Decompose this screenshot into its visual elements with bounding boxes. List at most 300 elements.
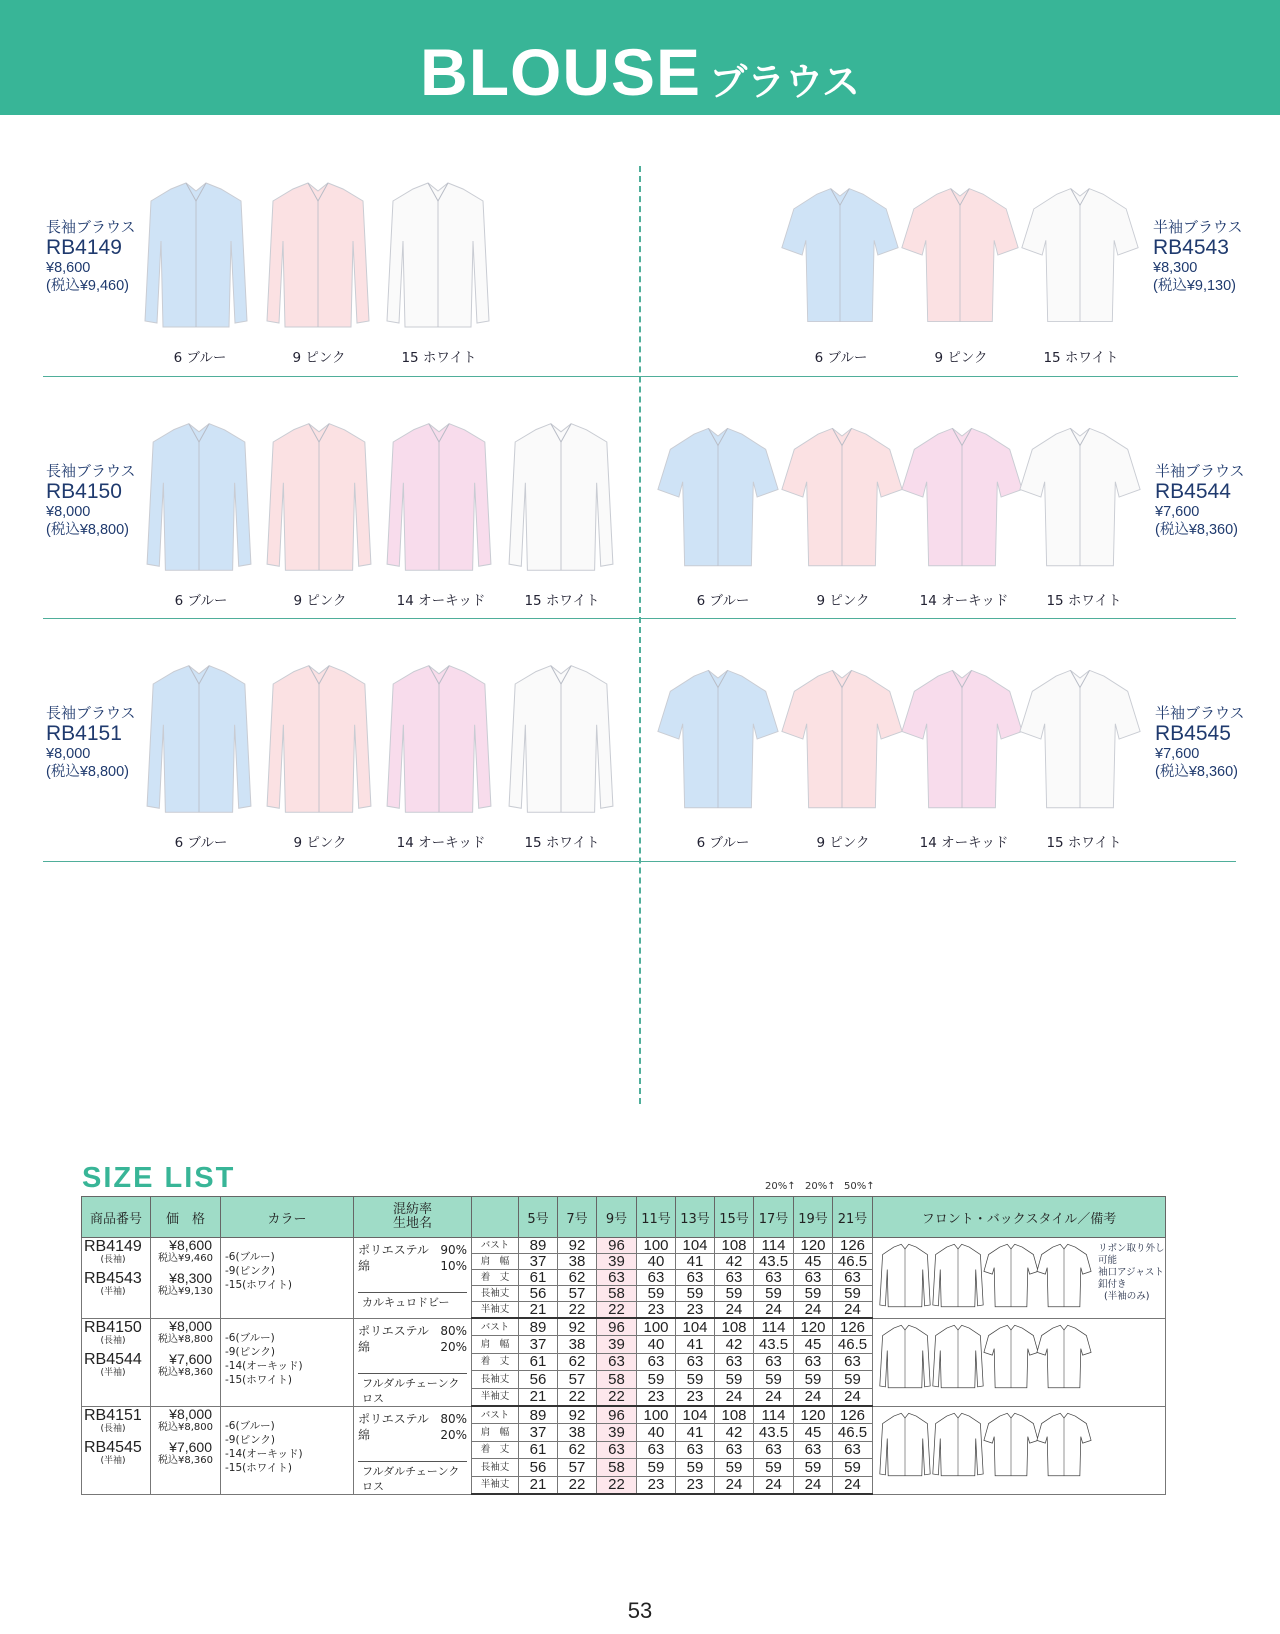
header-banner (0, 0, 1280, 115)
size-value: 120 (794, 1318, 833, 1336)
size-value: 43.5 (754, 1254, 794, 1270)
col-header-size: 19号 (794, 1197, 833, 1238)
size-value: 100 (637, 1318, 676, 1336)
shirt-image-blue (143, 418, 255, 578)
product-price: ¥8,300 (1153, 260, 1198, 276)
col-header-size: 5号 (519, 1197, 558, 1238)
tax-price: 税込¥8,800 (158, 1421, 213, 1433)
size-value: 114 (754, 1238, 794, 1254)
size-value: 126 (833, 1318, 873, 1336)
size-value: 24 (833, 1388, 873, 1406)
style-illustrations (873, 1407, 1123, 1481)
shirt-image-blue (143, 660, 255, 820)
color-option: -6(ブルー) (225, 1251, 275, 1263)
size-value: 63 (794, 1353, 833, 1370)
size-value: 63 (833, 1270, 873, 1286)
price-cell (151, 1238, 221, 1319)
shirt-image-blue (656, 418, 780, 578)
product-code: RB4150 (46, 480, 122, 503)
shirt-image-blue (656, 660, 780, 820)
size-value: 38 (558, 1424, 597, 1441)
size-value: 21 (519, 1302, 558, 1319)
blouse-outline-icon (933, 1244, 983, 1307)
product-price: ¥7,600 (1155, 504, 1200, 520)
size-value: 57 (558, 1459, 597, 1476)
size-list-title: SIZE LIST (82, 1162, 236, 1194)
row-divider-2 (43, 618, 1236, 619)
blouse-outline-icon (984, 1244, 1038, 1307)
color-caption: 15 ホワイト (1046, 593, 1122, 609)
product-code: RB4545 (1155, 722, 1231, 745)
note-line: 可能 (1098, 1255, 1118, 1266)
size-value: 59 (794, 1371, 833, 1388)
size-value: 22 (597, 1302, 637, 1319)
size-value: 23 (676, 1476, 715, 1494)
size-value: 59 (794, 1459, 833, 1476)
measure-label: 着 丈 (472, 1441, 519, 1458)
color-option: -9(ピンク) (225, 1345, 275, 1358)
size-value: 59 (833, 1459, 873, 1476)
product-price: ¥8,600 (46, 260, 91, 276)
price: ¥7,600 (169, 1438, 212, 1455)
shirt-image-white (1018, 418, 1142, 578)
size-value: 62 (558, 1270, 597, 1286)
size-value: 61 (519, 1353, 558, 1370)
measure-label: バスト (472, 1238, 519, 1254)
blouse-outline-icon (984, 1325, 1038, 1388)
size-value: 22 (597, 1476, 637, 1494)
size-value: 24 (833, 1476, 873, 1494)
price: ¥8,000 (169, 1317, 212, 1334)
blouse-outline-icon (1037, 1325, 1091, 1388)
table-row (82, 1406, 1166, 1424)
color-caption: 14 オーキッド (919, 835, 1009, 851)
tax-price: 税込¥9,460 (158, 1253, 213, 1264)
size-value: 63 (754, 1353, 794, 1370)
shirt-image-blue (780, 176, 900, 336)
size-value: 63 (637, 1441, 676, 1458)
blouse-outline-icon (1037, 1413, 1091, 1476)
style-illustrations (873, 1238, 1123, 1312)
blouse-outline-icon (1037, 1244, 1091, 1307)
size-value: 63 (833, 1353, 873, 1370)
fabric-material: ポリエステル (358, 1243, 429, 1257)
color-caption: 9 ピンク (816, 835, 870, 851)
product-type: 長袖ブラウス (46, 219, 136, 236)
color-option: -14(オーキッド) (225, 1359, 303, 1372)
size-value: 96 (597, 1238, 637, 1254)
col-header-size: 7号 (558, 1197, 597, 1238)
product-label-rb4151 (46, 702, 136, 781)
color-caption: 6 ブルー (814, 350, 868, 366)
size-value: 126 (833, 1406, 873, 1424)
shirt-image-white (505, 660, 617, 820)
sleeve: (長袖) (100, 1423, 126, 1434)
fabric-pct: 20% (440, 1339, 467, 1354)
size-value: 59 (637, 1459, 676, 1476)
blouse-outline-icon (933, 1325, 983, 1388)
size-value: 100 (637, 1238, 676, 1254)
product-tax-price: (税込¥8,800) (46, 522, 130, 538)
blouse-outline-icon (880, 1244, 930, 1307)
size-value: 42 (715, 1254, 754, 1270)
size-value: 37 (519, 1424, 558, 1441)
product-label-rb4149 (46, 216, 136, 295)
price: ¥8,300 (169, 1270, 212, 1286)
product-code: RB4149 (46, 236, 122, 259)
size-value: 39 (597, 1424, 637, 1441)
sleeve: (半袖) (100, 1367, 126, 1378)
shirt-image-white (1020, 176, 1140, 336)
col-header-size: 17号 (754, 1197, 794, 1238)
size-value: 104 (676, 1238, 715, 1254)
measure-label: 着 丈 (472, 1270, 519, 1286)
size-value: 100 (637, 1406, 676, 1424)
shirt-image-white (1018, 660, 1142, 820)
color-caption: 14 オーキッド (396, 593, 486, 609)
style-illustrations (873, 1319, 1123, 1393)
size-value: 108 (715, 1318, 754, 1336)
size-value: 104 (676, 1406, 715, 1424)
size-value: 39 (597, 1254, 637, 1270)
fabric-material: ポリエステル (358, 1411, 429, 1426)
color-option: -14(オーキッド) (225, 1447, 303, 1460)
color-caption: 9 ピンク (934, 350, 988, 366)
price: ¥8,000 (169, 1405, 212, 1422)
style-note (1098, 1243, 1168, 1303)
size-table (81, 1196, 1166, 1495)
col-header-measure (472, 1197, 519, 1238)
size-value: 23 (637, 1388, 676, 1406)
color-option: -9(ピンク) (225, 1265, 275, 1277)
price: ¥8,600 (169, 1237, 212, 1253)
size-value: 59 (754, 1371, 794, 1388)
title-en: BLOUSE (420, 35, 702, 109)
col-header-code: 商品番号 (82, 1197, 151, 1238)
measure-label: 長袖丈 (472, 1459, 519, 1476)
measure-label: 肩 幅 (472, 1424, 519, 1441)
sleeve: (半袖) (100, 1455, 126, 1466)
size-value: 58 (597, 1286, 637, 1302)
product-tax-price: (税込¥9,460) (46, 278, 130, 294)
shirt-image-orchid (900, 660, 1024, 820)
size-value: 57 (558, 1286, 597, 1302)
col-header-size: 21号 (833, 1197, 873, 1238)
page-title (0, 34, 1280, 110)
color-caption: 15 ホワイト (1046, 835, 1122, 851)
size-value: 21 (519, 1388, 558, 1406)
shirt-image-orchid (383, 418, 495, 578)
size-value: 40 (637, 1424, 676, 1441)
fabric-pct: 80% (440, 1411, 467, 1426)
color-option: -15(ホワイト) (225, 1279, 293, 1291)
col-header-size: 9号 (597, 1197, 637, 1238)
code: RB4151 (84, 1406, 142, 1424)
size-value: 39 (597, 1336, 637, 1353)
color-caption: 15 ホワイト (524, 835, 600, 851)
size-value: 46.5 (833, 1336, 873, 1353)
measure-label: バスト (472, 1406, 519, 1424)
size-value: 23 (676, 1302, 715, 1319)
size-value: 45 (794, 1336, 833, 1353)
fabric-name: フルダルチェーンクロス (358, 1373, 467, 1406)
size-value: 41 (676, 1336, 715, 1353)
size-value: 59 (715, 1286, 754, 1302)
blouse-outline-icon (984, 1413, 1038, 1476)
size-value: 63 (637, 1270, 676, 1286)
size-value: 92 (558, 1238, 597, 1254)
col-header-size: 11号 (637, 1197, 676, 1238)
product-type: 半袖ブラウス (1155, 705, 1245, 722)
size-value: 45 (794, 1424, 833, 1441)
size-value: 41 (676, 1424, 715, 1441)
size-value: 63 (676, 1270, 715, 1286)
product-code: RB4151 (46, 722, 122, 745)
fabric-pct: 10% (440, 1259, 467, 1273)
blouse-outline-icon (880, 1413, 930, 1476)
size-value: 42 (715, 1424, 754, 1441)
note-line: 袖口アジャスト (1098, 1267, 1164, 1278)
col-header-price: 価 格 (151, 1197, 221, 1238)
size-value: 59 (676, 1459, 715, 1476)
fabric-material: ポリエステル (358, 1323, 429, 1338)
size-value: 63 (676, 1441, 715, 1458)
code: RB4544 (84, 1350, 142, 1368)
note-line: 釦付き (1098, 1279, 1127, 1290)
size-value: 63 (715, 1441, 754, 1458)
size-value: 63 (715, 1353, 754, 1370)
size-pct-note: 20%↑ (765, 1181, 796, 1192)
fabric-pct: 80% (440, 1323, 467, 1338)
size-value: 56 (519, 1459, 558, 1476)
size-value: 40 (637, 1254, 676, 1270)
blouse-outline-icon (880, 1325, 930, 1388)
size-value: 59 (637, 1371, 676, 1388)
measure-label: 肩 幅 (472, 1254, 519, 1270)
shirt-image-white (505, 418, 617, 578)
product-code-cell (82, 1406, 151, 1494)
shirt-image-orchid (383, 660, 495, 820)
shirt-image-pink (263, 176, 373, 336)
size-value: 38 (558, 1336, 597, 1353)
size-value: 59 (833, 1286, 873, 1302)
tax-price: 税込¥8,360 (158, 1454, 213, 1466)
shirt-image-blue (141, 176, 251, 336)
measure-label: バスト (472, 1318, 519, 1336)
fabric-cell (354, 1318, 472, 1406)
size-value: 59 (676, 1371, 715, 1388)
fabric-pct: 90% (440, 1243, 467, 1257)
size-value: 59 (794, 1286, 833, 1302)
size-value: 24 (754, 1302, 794, 1319)
table-row (82, 1238, 1166, 1254)
shirt-image-orchid (900, 418, 1024, 578)
size-value: 23 (676, 1388, 715, 1406)
product-label-rb4545 (1155, 702, 1245, 781)
size-value: 58 (597, 1459, 637, 1476)
col-header-style: フロント・バックスタイル／備考 (873, 1197, 1166, 1238)
size-value: 43.5 (754, 1424, 794, 1441)
color-caption: 9 ピンク (293, 835, 347, 851)
size-value: 63 (637, 1353, 676, 1370)
size-value: 22 (558, 1302, 597, 1319)
fabric-material: 綿 (358, 1259, 371, 1273)
size-value: 24 (794, 1302, 833, 1319)
size-value: 56 (519, 1286, 558, 1302)
size-value: 63 (794, 1270, 833, 1286)
measure-label: 長袖丈 (472, 1286, 519, 1302)
color-caption: 6 ブルー (173, 350, 227, 366)
fabric-material: 綿 (358, 1427, 371, 1442)
size-value: 22 (597, 1388, 637, 1406)
size-value: 63 (754, 1441, 794, 1458)
measure-label: 着 丈 (472, 1353, 519, 1370)
color-cell (221, 1406, 354, 1494)
size-value: 59 (754, 1286, 794, 1302)
size-value: 59 (754, 1459, 794, 1476)
col-header-size: 13号 (676, 1197, 715, 1238)
product-label-rb4150 (46, 460, 136, 539)
size-value: 63 (833, 1441, 873, 1458)
color-option: -9(ピンク) (225, 1433, 275, 1446)
size-value: 108 (715, 1238, 754, 1254)
size-value: 96 (597, 1406, 637, 1424)
fabric-name: フルダルチェーンクロス (358, 1461, 467, 1494)
measure-label: 半袖丈 (472, 1476, 519, 1494)
product-tax-price: (税込¥8,800) (46, 764, 130, 780)
product-type: 長袖ブラウス (46, 463, 136, 480)
title-jp: ブラウス (709, 60, 860, 104)
fabric-pct: 20% (440, 1427, 467, 1442)
color-option: -6(ブルー) (225, 1331, 275, 1344)
size-value: 63 (597, 1270, 637, 1286)
table-row (82, 1318, 1166, 1336)
size-value: 58 (597, 1371, 637, 1388)
product-price: ¥7,600 (1155, 746, 1200, 762)
size-value: 24 (715, 1476, 754, 1494)
size-value: 59 (833, 1371, 873, 1388)
note-line: (半袖のみ) (1104, 1291, 1150, 1302)
size-value: 23 (637, 1302, 676, 1319)
size-pct-note: 20%↑ (805, 1181, 836, 1192)
size-value: 38 (558, 1254, 597, 1270)
size-value: 40 (637, 1336, 676, 1353)
note-line: リボン取り外し (1098, 1243, 1165, 1254)
size-value: 89 (519, 1238, 558, 1254)
size-value: 46.5 (833, 1424, 873, 1441)
size-value: 24 (833, 1302, 873, 1319)
product-type: 長袖ブラウス (46, 705, 136, 722)
size-value: 92 (558, 1318, 597, 1336)
col-header-fabric: 混紡率 生地名 (354, 1197, 472, 1238)
size-value: 63 (676, 1353, 715, 1370)
price-cell (151, 1406, 221, 1494)
fabric-material: 綿 (358, 1339, 371, 1354)
color-caption: 15 ホワイト (401, 350, 477, 366)
product-tax-price: (税込¥9,130) (1153, 278, 1237, 294)
measure-label: 長袖丈 (472, 1371, 519, 1388)
size-value: 92 (558, 1406, 597, 1424)
price: ¥7,600 (169, 1350, 212, 1367)
page-number: 53 (627, 1598, 653, 1623)
product-price: ¥8,000 (46, 746, 91, 762)
color-caption: 6 ブルー (174, 835, 228, 851)
color-caption: 9 ピンク (292, 350, 346, 366)
size-value: 57 (558, 1371, 597, 1388)
code: RB4149 (84, 1238, 142, 1255)
size-value: 63 (597, 1353, 637, 1370)
size-value: 63 (754, 1270, 794, 1286)
shirt-image-pink (263, 660, 375, 820)
size-value: 62 (558, 1441, 597, 1458)
size-value: 59 (715, 1459, 754, 1476)
size-table-header (82, 1197, 1166, 1238)
size-value: 21 (519, 1476, 558, 1494)
size-value: 96 (597, 1318, 637, 1336)
tax-price: 税込¥8,800 (158, 1333, 213, 1345)
row-divider-3 (43, 861, 1236, 862)
product-type: 半袖ブラウス (1155, 463, 1245, 480)
size-pct-note: 50%↑ (844, 1181, 875, 1192)
sleeve: (半袖) (100, 1287, 126, 1297)
col-header-color: カラー (221, 1197, 354, 1238)
product-code: RB4543 (1153, 236, 1229, 259)
size-value: 126 (833, 1238, 873, 1254)
size-value: 59 (715, 1371, 754, 1388)
row-divider-1 (43, 376, 1238, 377)
size-value: 61 (519, 1270, 558, 1286)
color-caption: 15 ホワイト (524, 593, 600, 609)
size-value: 89 (519, 1406, 558, 1424)
color-cell (221, 1318, 354, 1406)
sleeve: (長袖) (100, 1335, 126, 1346)
size-value: 114 (754, 1406, 794, 1424)
color-caption: 14 オーキッド (919, 593, 1009, 609)
blouse-outline-icon (933, 1413, 983, 1476)
tax-price: 税込¥9,130 (158, 1286, 213, 1297)
size-value: 46.5 (833, 1254, 873, 1270)
product-code-cell (82, 1238, 151, 1319)
color-caption: 6 ブルー (696, 593, 750, 609)
shirt-image-pink (900, 176, 1020, 336)
fabric-cell (354, 1238, 472, 1319)
size-value: 22 (558, 1476, 597, 1494)
shirt-image-white (383, 176, 493, 336)
product-code: RB4544 (1155, 480, 1231, 503)
size-value: 37 (519, 1336, 558, 1353)
size-value: 24 (715, 1302, 754, 1319)
size-value: 24 (715, 1388, 754, 1406)
size-value: 63 (794, 1441, 833, 1458)
size-value: 24 (754, 1476, 794, 1494)
center-divider (639, 166, 641, 1104)
product-tax-price: (税込¥8,360) (1155, 764, 1239, 780)
color-caption: 14 オーキッド (396, 835, 486, 851)
color-option: -15(ホワイト) (225, 1373, 293, 1386)
size-value: 24 (794, 1476, 833, 1494)
product-label-rb4544 (1155, 460, 1245, 539)
size-value: 120 (794, 1238, 833, 1254)
size-value: 108 (715, 1406, 754, 1424)
size-value: 63 (715, 1270, 754, 1286)
product-price: ¥8,000 (46, 504, 91, 520)
size-value: 23 (637, 1476, 676, 1494)
code: RB4545 (84, 1438, 142, 1456)
color-caption: 6 ブルー (696, 835, 750, 851)
size-value: 120 (794, 1406, 833, 1424)
sleeve: (長袖) (100, 1255, 126, 1265)
color-caption: 6 ブルー (174, 593, 228, 609)
